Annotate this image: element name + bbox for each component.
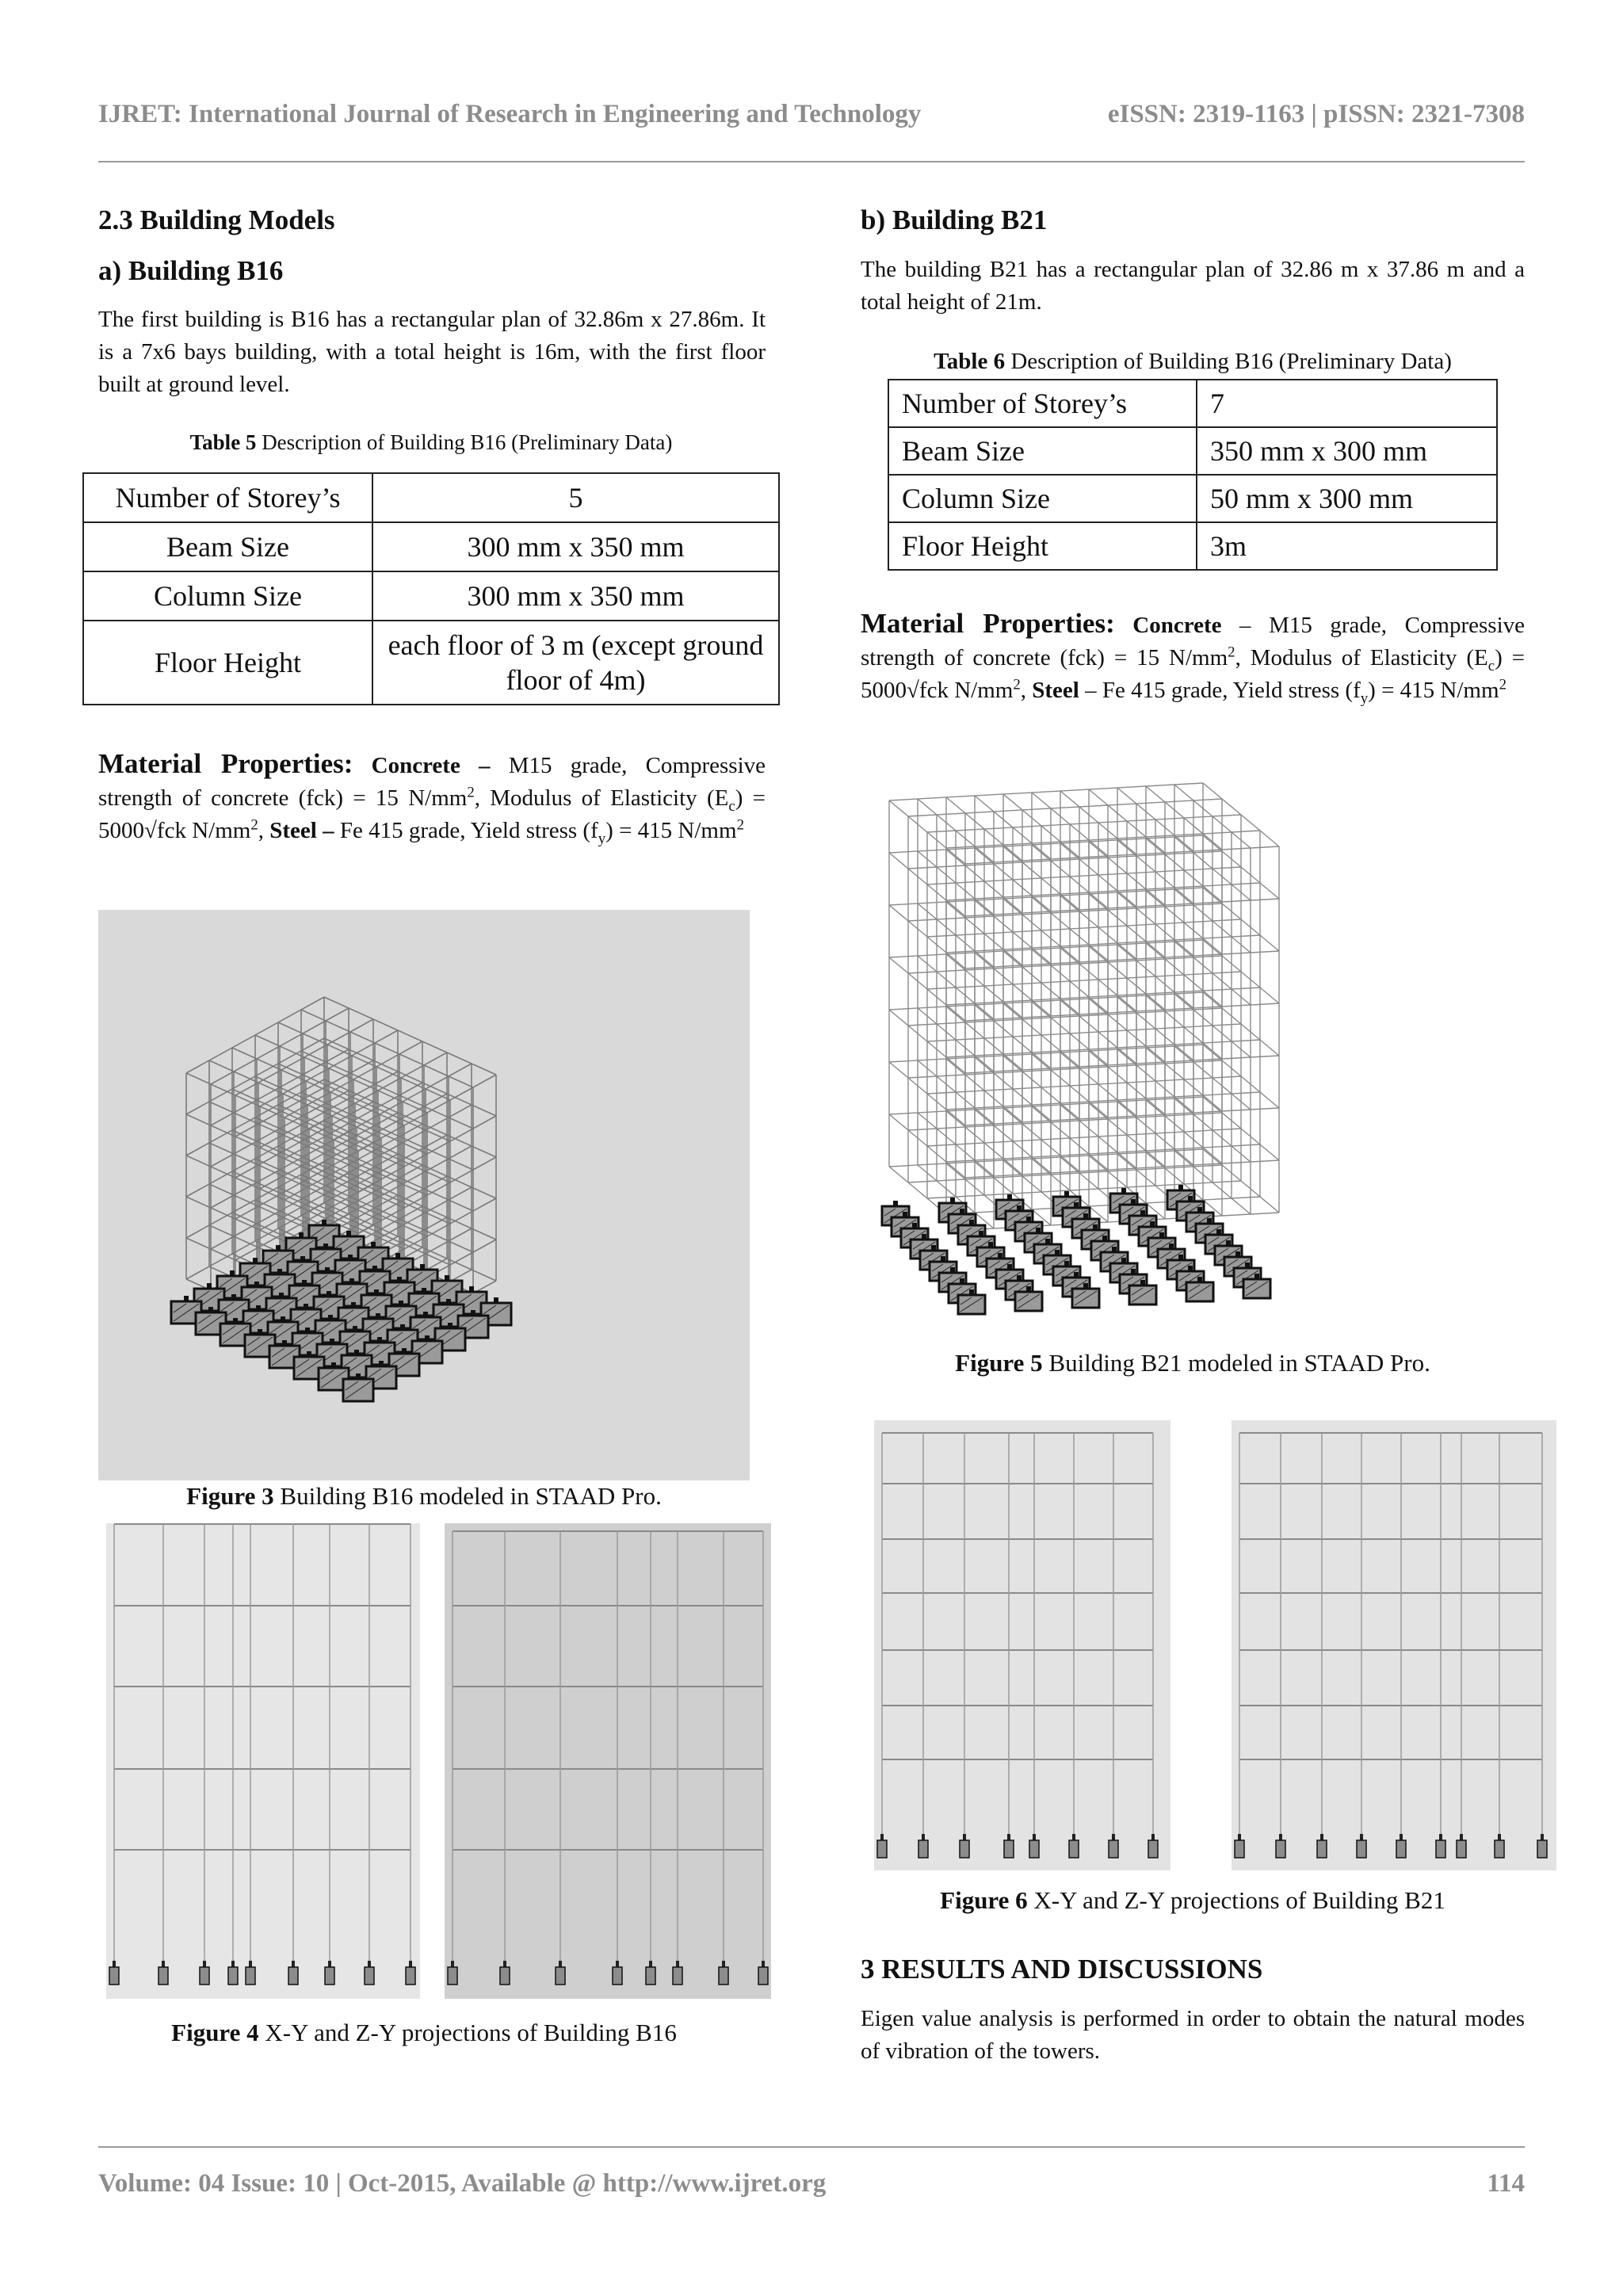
b21-material-properties: Material Properties: Concrete – M15 grade, Compressive strength of concrete (fck) = 15 $N/mm^2$, Modulus of Elasticity $(E_c) = 5000√fck$ $N/mm^2$, Steel – Fe 415 grade, Yield stress $(f_y) = 415$ $N/mm^2$ [861, 608, 1526, 707]
table-cell: 350 mm x 300 mm [1197, 427, 1497, 475]
figure6-xy-projection [874, 1420, 1170, 1870]
page-number: 114 [1487, 2169, 1525, 2198]
figure6-label: Figure 6 [940, 1886, 1028, 1914]
steel-label: Steel [269, 818, 317, 843]
table6-caption [861, 349, 1525, 375]
table-row [888, 427, 1497, 475]
table-row [888, 380, 1497, 427]
b16-material-properties: Material Properties: Concrete – M15 grade, Compressive strength of concrete (fck) = 15 $N/mm^2$, Modulus of Elasticity $(E_c) = 5000√fck$ $N/mm^2$, Steel – Fe 415 grade, Yield stress $(f_y) = 415$ $N/mm^2$ [98, 748, 766, 847]
table-row [83, 522, 779, 571]
figure4-xy-projection [106, 1523, 420, 1999]
figure4-label: Figure 4 [171, 2019, 259, 2046]
section-title: 2.3 Building Models [98, 204, 335, 235]
steel-label: Steel [1032, 678, 1079, 703]
mat-text: , Modulus of Elasticity (E [474, 785, 729, 811]
sub: c [728, 797, 735, 815]
mat-text: Fe 415 grade, Yield stress (f [339, 818, 598, 843]
table6 [888, 379, 1498, 571]
figure3-label: Figure 3 [186, 1482, 274, 1510]
table-cell: Floor Height [888, 522, 1197, 570]
figure3-caption-text: Building B16 modeled in STAAD Pro. [280, 1482, 662, 1510]
table6-caption-text: Description of Building B16 (Preliminary Data) [1010, 349, 1452, 374]
figure5-b21-model [861, 769, 1531, 1339]
table-cell: Floor Height [83, 621, 372, 705]
figure4-zy-projection [445, 1523, 771, 1999]
concrete-label: Concrete [371, 753, 460, 778]
figure3-b16-model [98, 910, 750, 1480]
table-cell: 300 mm x 350 mm [372, 571, 779, 621]
table-cell: 50 mm x 300 mm [1197, 475, 1497, 522]
dash: – [479, 753, 491, 778]
figure6-caption-text: X-Y and Z-Y projections of Building B21 [1033, 1886, 1445, 1914]
table-cell: Column Size [83, 571, 372, 621]
footer-rule [98, 2146, 1525, 2148]
subsection-b16: a) Building B16 [98, 255, 284, 286]
mat-text: ) = 415 N/mm [605, 818, 737, 843]
table-cell: Number of Storey’s [888, 380, 1197, 427]
b21-description: The building B21 has a rectangular plan of 32.86 m x 37.86 m and a total height of 21m. [861, 257, 1525, 315]
journal-title: IJRET: International Journal of Research in Engineering and Technology [98, 100, 922, 128]
table-row [83, 473, 779, 522]
table-cell: 5 [372, 473, 779, 522]
mat-text: – M15 grade, Compressive strength of concrete (fck) = 15 N/mm [861, 613, 1526, 670]
table5-caption [82, 430, 780, 455]
table-cell: 300 mm x 350 mm [372, 522, 779, 571]
mat-text: M15 grade, Compressive strength of concrete (fck) = 15 N/mm [98, 753, 766, 811]
sub: y [598, 830, 606, 847]
sup: 2 [1013, 676, 1021, 693]
mat-text: ) = 5000√fck N/mm [861, 645, 1525, 703]
footer-volume: Volume: 04 Issue: 10 | Oct-2015, Available @ http://www.ijret.org [98, 2169, 827, 2198]
mat-text: , Modulus of Elasticity (E [1235, 645, 1488, 670]
sup: 2 [467, 784, 475, 801]
figure3-caption [98, 1482, 750, 1511]
mat-text: ) = 5000√fck N/mm [98, 785, 766, 843]
table-row [888, 522, 1497, 570]
table-cell: Beam Size [888, 427, 1197, 475]
material-label: Material Properties: [861, 608, 1115, 639]
table-row [83, 621, 779, 705]
sub: c [1487, 657, 1495, 674]
table6-label: Table 6 [934, 349, 1006, 374]
issn: eISSN: 2319-1163 | pISSN: 2321-7308 [1107, 100, 1525, 128]
mat-text: – Fe 415 grade, Yield stress (f [1085, 678, 1361, 703]
table5 [82, 472, 780, 705]
sub: y [1360, 690, 1369, 707]
sup: 2 [1228, 644, 1235, 661]
figure4-caption [98, 2019, 750, 2047]
figure6-zy-projection [1232, 1420, 1556, 1870]
table5-label: Table 5 [189, 430, 257, 454]
figure5-caption [861, 1349, 1525, 1377]
table-cell: Column Size [888, 475, 1197, 522]
table-cell: Beam Size [83, 522, 372, 571]
table-cell: 3m [1197, 522, 1497, 570]
table-cell: Number of Storey’s [83, 473, 372, 522]
results-paragraph: Eigen value analysis is performed in order to obtain the natural modes of vibration of the towers. [861, 2006, 1525, 2064]
sup: 2 [250, 816, 258, 834]
table-row [888, 475, 1497, 522]
figure6-caption [861, 1886, 1525, 1915]
figure5-caption-text: Building B21 modeled in STAAD Pro. [1048, 1349, 1430, 1377]
mat-text: ) = 415 N/mm [1368, 678, 1499, 703]
table5-caption-text: Description of Building B16 (Preliminary Data) [262, 430, 673, 454]
results-title: 3 RESULTS AND DISCUSSIONS [861, 1954, 1263, 1985]
material-label: Material Properties: [98, 748, 353, 779]
sup: 2 [1499, 676, 1507, 693]
figure4-caption-text: X-Y and Z-Y projections of Building B16 [265, 2019, 677, 2046]
b16-description: The first building is B16 has a rectangular plan of 32.86m x 27.86m. It is a 7x6 bays building, with a total height is 16m, with the first floor built at ground level. [98, 307, 766, 397]
table-row [83, 571, 779, 621]
sup: 2 [736, 816, 744, 834]
subsection-b21: b) Building B21 [861, 204, 1048, 235]
concrete-label: Concrete [1132, 613, 1222, 638]
table-cell: 7 [1197, 380, 1497, 427]
dash: – [323, 818, 334, 843]
table-cell: each floor of 3 m (except ground floor of 4m) [372, 621, 779, 705]
header-rule [98, 161, 1525, 162]
figure5-label: Figure 5 [955, 1349, 1043, 1377]
